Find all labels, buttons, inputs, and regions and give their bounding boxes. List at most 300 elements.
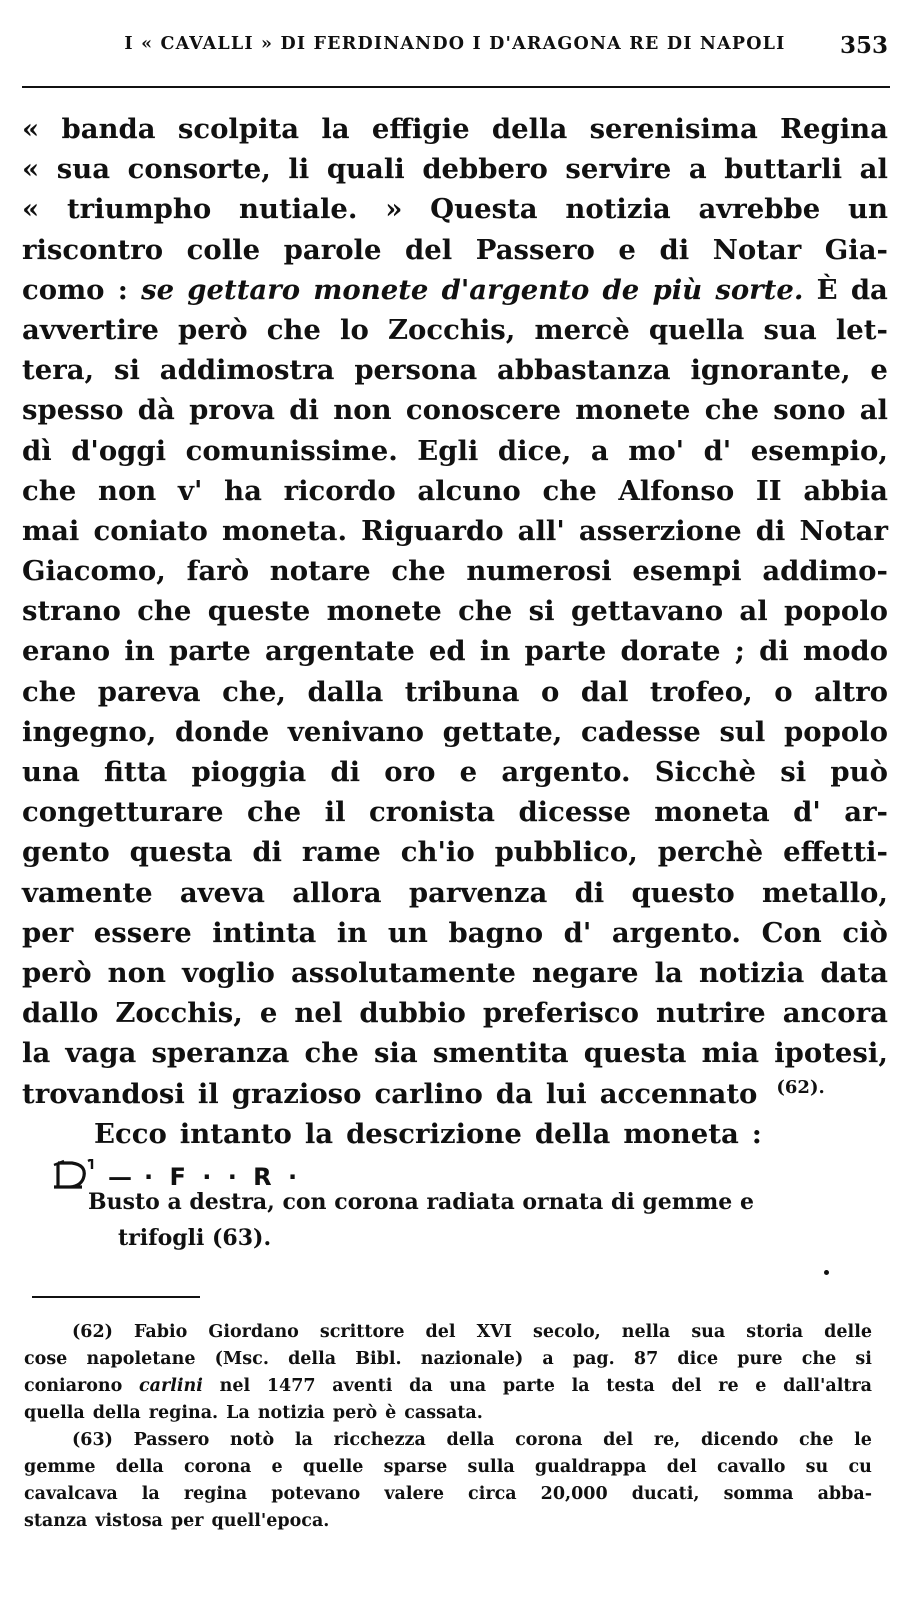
word: al	[859, 153, 888, 186]
word: di	[289, 394, 319, 427]
text-line	[22, 796, 888, 836]
footnote-line	[24, 1403, 872, 1430]
word: gettate,	[442, 715, 563, 748]
word: circa	[468, 1484, 517, 1504]
footnote-line	[24, 1322, 872, 1349]
word: somma	[723, 1484, 794, 1504]
word: d'oggi	[71, 434, 167, 467]
word: per	[22, 916, 74, 949]
word: vamente	[22, 876, 153, 909]
word: queste	[207, 595, 311, 628]
word: la	[321, 113, 350, 145]
word: ha	[224, 474, 262, 507]
word: Giordano	[208, 1322, 299, 1342]
word: metallo,	[762, 876, 888, 909]
word: rame	[301, 836, 381, 869]
word: moneta	[654, 796, 770, 829]
word: mai	[22, 514, 80, 547]
word: testa	[606, 1376, 655, 1396]
text-line	[22, 716, 888, 756]
word: fitta	[104, 756, 168, 788]
word: cronista	[368, 796, 495, 829]
word: però	[332, 1403, 378, 1423]
word: del	[666, 1457, 697, 1477]
word: una	[449, 1376, 487, 1396]
word: si	[113, 354, 140, 387]
word: sia	[373, 1037, 418, 1070]
word: che	[542, 474, 597, 507]
word: Passero	[475, 233, 595, 266]
word: la	[654, 956, 683, 989]
word: riscontro	[22, 233, 164, 266]
word: sua	[56, 153, 111, 186]
word: le	[854, 1430, 872, 1450]
word: Con	[761, 916, 822, 949]
word: Sicchè	[654, 756, 757, 788]
word: erano	[22, 635, 111, 668]
text-line	[22, 836, 888, 876]
word: dì	[22, 434, 52, 467]
italic-word: sorte.	[715, 273, 804, 306]
word: banda	[61, 113, 156, 145]
word: la	[571, 1376, 590, 1396]
italic-word: carlini	[139, 1376, 203, 1396]
word: e	[259, 997, 278, 1030]
word: secolo,	[533, 1322, 601, 1342]
word: il	[197, 1077, 219, 1110]
word: nutrire	[656, 997, 766, 1030]
word: Alfonso	[618, 474, 735, 507]
word: 87	[633, 1349, 659, 1369]
word: effetti-	[783, 836, 888, 869]
obverse-symbol-icon	[52, 1159, 98, 1191]
word: 1477	[266, 1376, 316, 1396]
word: nella	[621, 1322, 671, 1342]
word: d'	[793, 796, 821, 829]
word: scrittore	[319, 1322, 405, 1342]
text-line	[22, 354, 888, 394]
word: cadesse	[581, 715, 701, 748]
word: non	[97, 474, 157, 507]
word: carlino	[374, 1077, 483, 1110]
word: o	[774, 675, 793, 708]
word: un	[847, 193, 888, 226]
word: che,	[222, 675, 286, 708]
word: ancora	[782, 997, 888, 1030]
word: modo	[802, 635, 888, 668]
footnote-line	[24, 1511, 872, 1538]
word: quella	[24, 1403, 85, 1423]
word: (63)	[72, 1430, 113, 1450]
word: che	[704, 394, 759, 427]
word: per	[170, 1511, 204, 1531]
footnote-line	[24, 1430, 872, 1457]
text-line	[22, 877, 888, 917]
italic-word: gettaro	[187, 273, 301, 306]
footnote-rule	[32, 1296, 200, 1298]
word: numerosi	[466, 555, 612, 588]
coin-legend	[22, 1153, 888, 1261]
word: ricchezza	[333, 1430, 426, 1450]
word: ch'io	[400, 836, 475, 869]
text-line	[22, 153, 888, 193]
word: venivano	[287, 715, 424, 748]
word: esempio,	[750, 434, 888, 467]
word: assolutamente	[290, 956, 516, 989]
word: da	[409, 1376, 433, 1396]
word: dallo	[22, 997, 99, 1030]
word: regina	[183, 1484, 248, 1504]
word: li	[288, 153, 310, 186]
page-header	[22, 34, 888, 64]
word: spesso	[22, 394, 124, 427]
word: debbero	[422, 153, 548, 186]
text-line	[22, 394, 888, 434]
footnote-line	[24, 1484, 872, 1511]
word: corona	[184, 1457, 252, 1477]
word: regina.	[148, 1403, 219, 1423]
word: dicesse	[518, 796, 631, 829]
word: questo	[631, 876, 735, 909]
word: allora	[292, 876, 382, 909]
word: mo'	[628, 434, 685, 467]
word: alcuno	[417, 474, 521, 507]
word: prova	[189, 394, 275, 427]
word: ed	[428, 635, 466, 668]
word: e	[271, 1457, 283, 1477]
word: lui	[545, 1077, 587, 1110]
page-number: 353	[839, 32, 888, 59]
word: vaga	[65, 1037, 137, 1070]
word: della	[288, 1349, 337, 1369]
word: e	[618, 233, 636, 266]
word: dicendo	[700, 1430, 779, 1450]
word: argentate	[264, 635, 415, 668]
word: vistosa	[95, 1511, 163, 1531]
word: questa	[583, 1037, 687, 1070]
word: in	[124, 635, 155, 668]
word: sul	[719, 715, 766, 748]
legend-letters: · F · · R ·	[144, 1163, 302, 1191]
word: su	[805, 1457, 829, 1477]
word: la	[294, 1430, 313, 1450]
word: dal	[580, 675, 629, 708]
word: II	[755, 474, 782, 507]
word: che	[22, 474, 77, 507]
word: »	[385, 193, 403, 226]
word: sua	[691, 1322, 726, 1342]
word: oro	[384, 756, 436, 788]
word: ciò	[842, 916, 888, 949]
word: e	[459, 756, 478, 788]
text-line	[22, 595, 888, 635]
word: (62)	[72, 1322, 113, 1342]
word: all'	[517, 514, 565, 547]
word: parole	[283, 233, 382, 266]
word: bagno	[448, 916, 544, 949]
word: dorate	[620, 635, 721, 668]
word: notizia	[257, 1403, 325, 1423]
word: Notar	[712, 233, 802, 266]
word: data	[820, 956, 888, 989]
word: como	[22, 273, 105, 306]
word: mia	[701, 1037, 760, 1070]
main-text	[22, 113, 888, 1158]
word: valere	[384, 1484, 444, 1504]
word: può	[830, 756, 888, 788]
legend-dash: —	[108, 1162, 132, 1191]
word: grazioso	[231, 1077, 362, 1110]
coin-description-line: Busto a destra, con corona radiata ornata di gemme e	[88, 1189, 754, 1215]
word: nel	[294, 997, 343, 1030]
word: descrizione	[346, 1117, 522, 1150]
word: dall'altra	[783, 1376, 872, 1396]
word: ricordo	[283, 474, 396, 507]
word: congetturare	[22, 796, 224, 829]
word: ar-	[844, 796, 888, 829]
word: da	[850, 273, 888, 306]
word: conoscere	[405, 394, 562, 427]
word: abbia	[803, 474, 888, 507]
word: si	[855, 1349, 872, 1369]
header-rule	[22, 86, 890, 88]
word: abba-	[817, 1484, 872, 1504]
word: gento	[22, 836, 110, 869]
word: a	[590, 434, 609, 467]
word: quell'epoca.	[211, 1511, 330, 1531]
word: negare	[531, 956, 639, 989]
footnote-line	[24, 1457, 872, 1484]
footnotes	[24, 1322, 872, 1538]
text-line	[22, 676, 888, 716]
word: esempi	[632, 555, 742, 588]
word: avvertire	[22, 313, 159, 346]
word: di	[574, 876, 605, 909]
word: non	[333, 394, 392, 427]
word: sono	[773, 394, 846, 427]
word: nazionale)	[420, 1349, 524, 1369]
word: Passero	[133, 1430, 210, 1450]
word: al	[739, 595, 768, 628]
word: scolpita	[177, 113, 300, 145]
text-line	[22, 193, 888, 233]
word: della	[491, 113, 568, 145]
word: parte	[524, 635, 607, 668]
text-line	[22, 515, 888, 555]
word: moneta	[623, 1117, 739, 1150]
word: Zocchis,	[387, 313, 516, 346]
word: «	[22, 113, 40, 145]
word: d'	[703, 434, 732, 467]
word: che	[246, 796, 302, 829]
word: della	[115, 1457, 164, 1477]
word: «	[22, 193, 40, 226]
word: nutiale.	[238, 193, 358, 226]
word: al	[859, 394, 888, 427]
italic-word: monete	[313, 273, 429, 306]
word: accennato	[599, 1077, 758, 1110]
text-line	[22, 1118, 888, 1158]
word: 20,000	[540, 1484, 608, 1504]
word: ingegno,	[22, 715, 157, 748]
word: Regina	[780, 113, 888, 145]
word: parte	[169, 635, 251, 668]
word: del	[425, 1322, 456, 1342]
word: sulla	[467, 1457, 515, 1477]
word: o	[541, 675, 560, 708]
word: re	[718, 1376, 739, 1396]
word: tribuna	[404, 675, 520, 708]
word: servire	[565, 153, 672, 186]
word: persona	[354, 354, 478, 387]
word: d'	[563, 916, 592, 949]
text-line	[22, 113, 888, 153]
word: che	[801, 1349, 837, 1369]
word: si	[528, 595, 555, 628]
word: trovandosi	[22, 1077, 185, 1110]
word: del	[671, 1376, 702, 1396]
text-line	[22, 234, 888, 274]
word: dice,	[497, 434, 572, 467]
coin-description-line: trifogli (63).	[118, 1225, 272, 1251]
word: monete	[326, 595, 442, 628]
word: tera,	[22, 354, 95, 387]
word: che	[137, 595, 192, 628]
word: v'	[178, 474, 203, 507]
word: Ecco	[94, 1117, 167, 1150]
word: asserzione	[578, 514, 742, 547]
word: strano	[22, 595, 121, 628]
word: napoletane	[86, 1349, 196, 1369]
word: parvenza	[408, 876, 548, 909]
word: ducati,	[631, 1484, 700, 1504]
word: questa	[129, 836, 233, 869]
word: della	[92, 1403, 141, 1423]
word: sua	[763, 313, 817, 346]
word: un	[387, 916, 428, 949]
word: aventi	[332, 1376, 393, 1396]
word: coniarono	[24, 1376, 123, 1396]
word: moneta.	[222, 514, 348, 547]
word: notò	[230, 1430, 275, 1450]
word: argento.	[501, 756, 631, 788]
word: che	[391, 555, 446, 588]
word: di	[659, 233, 690, 266]
word: aveva	[179, 876, 265, 909]
word: e	[755, 1376, 767, 1396]
word: e	[870, 354, 888, 387]
word: :	[117, 273, 128, 306]
word: colle	[186, 233, 261, 266]
word: è	[385, 1403, 397, 1423]
word: la	[304, 1117, 334, 1150]
footnote-line	[24, 1349, 872, 1376]
text-line	[22, 475, 888, 515]
word: che	[304, 1037, 359, 1070]
word: parte	[502, 1376, 555, 1396]
word: da	[495, 1077, 533, 1110]
word: a	[542, 1349, 554, 1369]
word: cassata.	[404, 1403, 483, 1423]
word: Bibl.	[355, 1349, 402, 1369]
word: trofeo,	[649, 675, 753, 708]
word: dubbio	[359, 997, 466, 1030]
word: intinta	[212, 916, 317, 949]
italic-word: se	[141, 273, 175, 306]
footnote-line	[24, 1376, 872, 1403]
word: che	[266, 313, 321, 346]
running-head: I « CAVALLI » DI FERDINANDO I D'ARAGONA RE DI NAPOLI	[124, 34, 786, 54]
word: in	[336, 916, 368, 949]
word: la	[141, 1484, 160, 1504]
word: serenisima	[589, 113, 758, 145]
word: non	[107, 956, 166, 989]
word: dice	[677, 1349, 719, 1369]
italic-word: d'argento	[441, 273, 590, 306]
word: cavalcava	[24, 1484, 118, 1504]
word: effigie	[371, 113, 470, 145]
word: preferisco	[482, 997, 639, 1030]
word: però	[22, 956, 92, 989]
text-line	[22, 635, 888, 675]
word: gualdrappa	[534, 1457, 647, 1477]
word: notizia	[698, 956, 805, 989]
word: dalla	[307, 675, 384, 708]
text-line	[22, 1078, 888, 1118]
word: argento.	[611, 916, 742, 949]
word: a	[688, 153, 707, 186]
text-line	[22, 756, 888, 796]
word: La	[226, 1403, 250, 1423]
word: Egli	[417, 434, 479, 467]
word: popolo	[784, 715, 888, 748]
word: Giacomo,	[22, 555, 166, 588]
word: ipotesi,	[774, 1037, 888, 1070]
word: «	[22, 153, 40, 186]
word: abbastanza	[497, 354, 671, 387]
word: altro	[814, 675, 888, 708]
word: di	[330, 756, 361, 788]
word: consorte,	[127, 153, 271, 186]
word: notare	[269, 555, 371, 588]
text-line	[22, 997, 888, 1037]
print-speck	[824, 1270, 829, 1275]
word: speranza	[151, 1037, 290, 1070]
word: ignorante,	[690, 354, 851, 387]
word: pioggia	[191, 756, 307, 788]
word: di	[755, 514, 786, 547]
word: let-	[835, 313, 888, 346]
word: :	[751, 1117, 762, 1150]
word: addimostra	[159, 354, 335, 387]
word: cose	[24, 1349, 68, 1369]
word: XVI	[476, 1322, 512, 1342]
word: coniato	[93, 514, 208, 547]
word: È	[816, 273, 838, 306]
text-line	[22, 957, 888, 997]
italic-word: de	[602, 273, 640, 306]
text-line	[22, 435, 888, 475]
word: storia	[746, 1322, 804, 1342]
word: monete	[575, 394, 691, 427]
word: perchè	[657, 836, 764, 869]
coin-obverse-legend	[22, 1153, 888, 1189]
word: il	[324, 796, 346, 829]
word: pure	[737, 1349, 783, 1369]
word: la	[22, 1037, 51, 1070]
word: che	[22, 675, 77, 708]
word: si	[780, 756, 807, 788]
